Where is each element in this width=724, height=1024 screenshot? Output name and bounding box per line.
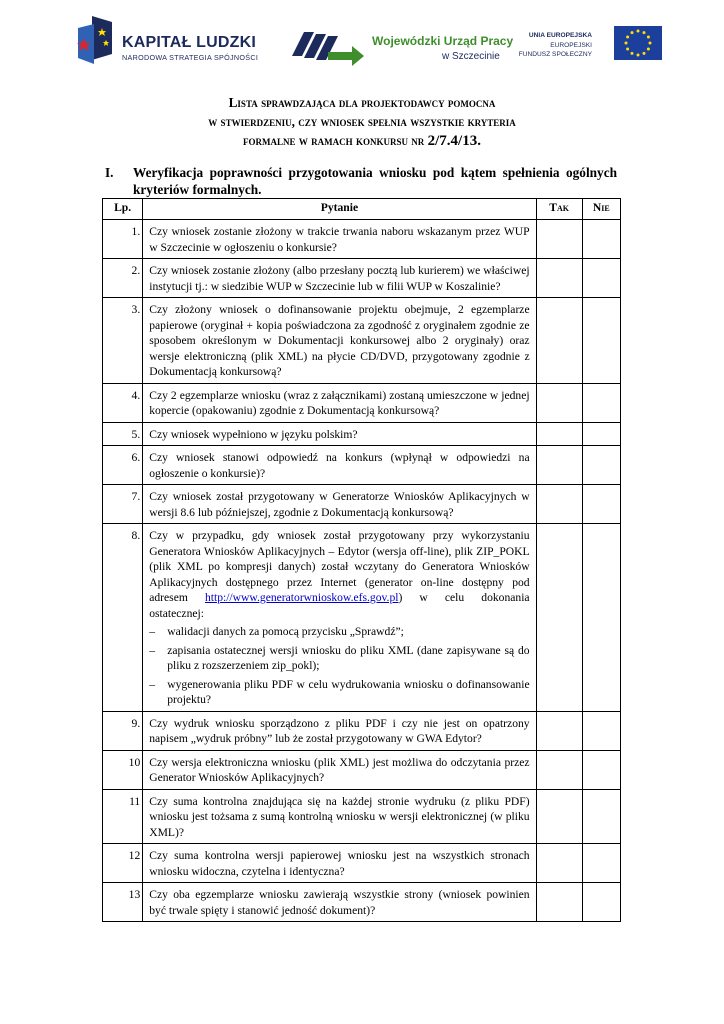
- yes-cell[interactable]: [536, 220, 582, 259]
- question-text-after-link: ) w celu dokonania ostatecznej:: [149, 591, 530, 620]
- row-number: 13: [103, 883, 143, 922]
- question-text: Czy suma kontrolna wersji papierowej wniosku jest na wszystkich stronach wniosku widoczna, czytelna i identyczna?: [143, 844, 536, 883]
- list-item: [149, 624, 529, 640]
- question-text-before-link: Czy w przypadku, gdy wniosek został przygotowany przy wykorzystaniu Generatora Wniosków Aplikacyjnych – Edytor (wersja off-line), plik ZIP_POKL (plik XML po kompresji danych) został wczytany do Generatora Wniosków Aplikacyjnych dostępnego przez Internet (generator on-line dostępny pod adresem: [149, 529, 530, 604]
- list-item-text: zapisania ostatecznej wersji wniosku do pliku XML (dane zapisywane są do pliku z rozszerzeniem zip_pokl);: [167, 643, 530, 672]
- wup-emblem-icon: [290, 26, 366, 66]
- table-row: [103, 883, 621, 922]
- yes-cell[interactable]: [536, 524, 582, 712]
- eu-logo: [518, 26, 660, 70]
- list-item: [149, 677, 529, 708]
- table-row: [103, 259, 621, 298]
- logo-bar: [0, 12, 724, 74]
- table-row: [103, 383, 621, 422]
- section-heading: [105, 164, 617, 198]
- row-number: 10: [103, 750, 143, 789]
- yes-cell[interactable]: [536, 422, 582, 446]
- yes-cell[interactable]: [536, 711, 582, 750]
- header-yes: Tak: [536, 199, 582, 220]
- table-row: [103, 711, 621, 750]
- table-row: [103, 298, 621, 384]
- row-number: 5.: [103, 422, 143, 446]
- title-line-2: w stwierdzeniu, czy wniosek spełnia wszystkie kryteria: [208, 114, 516, 129]
- no-cell[interactable]: [582, 446, 620, 485]
- question-text: [143, 524, 536, 712]
- yes-cell[interactable]: [536, 259, 582, 298]
- no-cell[interactable]: [582, 789, 620, 844]
- row-number: 12: [103, 844, 143, 883]
- question-text: Czy wniosek zostanie złożony w trakcie trwania naboru wskazanym przez WUP w Szczecinie w ogłoszeniu o konkursie?: [143, 220, 536, 259]
- table-row: [103, 485, 621, 524]
- yes-cell[interactable]: [536, 844, 582, 883]
- no-cell[interactable]: [582, 750, 620, 789]
- table-row: [103, 446, 621, 485]
- list-item-text: walidacji danych za pomocą przycisku „Sprawdź”;: [167, 625, 404, 638]
- no-cell[interactable]: [582, 883, 620, 922]
- no-cell[interactable]: [582, 298, 620, 384]
- table-row: [103, 789, 621, 844]
- section-number: I.: [105, 165, 114, 180]
- title-line-3: [80, 131, 644, 151]
- yes-cell[interactable]: [536, 883, 582, 922]
- question-text: Czy złożony wniosek o dofinansowanie projektu obejmuje, 2 egzemplarze papierowe (oryginał + kopia poświadczona za zgodność z oryginałem zgodnie ze sposobem określonym w Dokumentacji konkursowej albo 2 oryginały) oraz wersje elektroniczną (plik XML) na płycie CD/DVD, przygotowany zgodnie z Dokumentacją konkursową?: [143, 298, 536, 384]
- header-lp: Lp.: [103, 199, 143, 220]
- yes-cell[interactable]: [536, 298, 582, 384]
- question-text: Czy oba egzemplarze wniosku zawierają wszystkie strony (wniosek powinien być trwale spięty i stanowić jedność dokument)?: [143, 883, 536, 922]
- question-text: Czy wniosek został przygotowany w Generatorze Wniosków Aplikacyjnych w wersji 8.6 lub późniejszej, zgodnie z Dokumentacją konkursową?: [143, 485, 536, 524]
- yes-cell[interactable]: [536, 446, 582, 485]
- header-no: Nie: [582, 199, 620, 220]
- generator-link[interactable]: http://www.generatorwnioskow.efs.gov.pl: [204, 591, 399, 604]
- question-text: Czy wniosek zostanie złożony (albo przesłany pocztą lub kurierem) we właściwej instytucji tj.: w siedzibie WUP w Szczecinie lub w filii WUP w Koszalinie?: [143, 259, 536, 298]
- question-text: Czy wniosek wypełniono w języku polskim?: [143, 422, 536, 446]
- no-cell[interactable]: [582, 259, 620, 298]
- kapital-ludzki-title: KAPITAŁ LUDZKI: [122, 34, 257, 51]
- section-text: Weryfikacja poprawności przygotowania wniosku pod kątem spełnienia ogólnych kryteriów formalnych.: [133, 165, 617, 197]
- kapital-ludzki-subtitle: NARODOWA STRATEGIA SPÓJNOŚCI: [122, 53, 259, 62]
- row-number: 6.: [103, 446, 143, 485]
- wup-title: Wojewódzki Urząd Pracy: [372, 34, 514, 48]
- row-number: 3.: [103, 298, 143, 384]
- table-row: [103, 844, 621, 883]
- row-number: 9.: [103, 711, 143, 750]
- question-text: Czy wersja elektroniczna wniosku (plik XML) jest możliwa do odczytania przez Generator Wniosków Aplikacyjnych?: [143, 750, 536, 789]
- title-line-1: Lista sprawdzająca dla projektodawcy pomocna: [228, 95, 496, 110]
- question-text: Czy wniosek stanowi odpowiedź na konkurs (wpłynął w odpowiedzi na ogłoszenie o konkursie)?: [143, 446, 536, 485]
- question-text: Czy wydruk wniosku sporządzono z pliku PDF i czy nie jest on opatrzony napisem „wydruk próbny” lub że został przygotowany w GWA Edytor?: [143, 711, 536, 750]
- document-title: [80, 93, 644, 151]
- yes-cell[interactable]: [536, 485, 582, 524]
- no-cell[interactable]: [582, 524, 620, 712]
- table-row: [103, 422, 621, 446]
- wup-subtitle: w Szczecinie: [442, 51, 500, 62]
- eu-line-1: UNIA EUROPEJSKA: [528, 32, 592, 39]
- eu-line-2: EUROPEJSKI: [550, 42, 592, 49]
- no-cell[interactable]: [582, 485, 620, 524]
- kapital-ludzki-emblem-icon: [72, 14, 120, 68]
- yes-cell[interactable]: [536, 383, 582, 422]
- no-cell[interactable]: [582, 220, 620, 259]
- table-row: [103, 220, 621, 259]
- table-row: [103, 750, 621, 789]
- row-number: 1.: [103, 220, 143, 259]
- no-cell[interactable]: [582, 383, 620, 422]
- kapital-ludzki-logo: [72, 14, 262, 70]
- wup-logo: [290, 20, 514, 72]
- competition-number: 2/7.4/13.: [427, 133, 481, 149]
- dash-icon: –: [149, 625, 156, 638]
- list-item-text: wygenerowania pliku PDF w celu wydrukowania wniosku o dofinansowanie projektu?: [167, 677, 530, 706]
- question-text: Czy 2 egzemplarze wniosku (wraz z załącznikami) zostaną umieszczone w jednej kopercie (opakowaniu) zgodnie z Dokumentacją konkursową?: [143, 383, 536, 422]
- yes-cell[interactable]: [536, 789, 582, 844]
- question-text: Czy suma kontrolna znajdująca się na każdej stronie wydruku (z pliku PDF) wniosku jest tożsama z sumą kontrolną wniosku w wersji elektronicznej (w pliku XML)?: [143, 789, 536, 844]
- no-cell[interactable]: [582, 422, 620, 446]
- dash-icon: –: [149, 643, 156, 657]
- row-number: 4.: [103, 383, 143, 422]
- row-number: 8.: [103, 524, 143, 712]
- no-cell[interactable]: [582, 844, 620, 883]
- eu-flag-icon: [614, 26, 662, 60]
- yes-cell[interactable]: [536, 750, 582, 789]
- eu-line-3: FUNDUSZ SPOŁECZNY: [518, 51, 592, 58]
- checklist-table: [102, 198, 621, 922]
- list-item: [149, 643, 529, 674]
- row-number: 2.: [103, 259, 143, 298]
- title-line-3-text: formalne w ramach konkursu nr: [243, 133, 428, 148]
- no-cell[interactable]: [582, 711, 620, 750]
- row-number: 7.: [103, 485, 143, 524]
- row-number: 11: [103, 789, 143, 844]
- header-question: Pytanie: [143, 199, 536, 220]
- table-row: [103, 524, 621, 712]
- table-header-row: [103, 199, 621, 220]
- dash-icon: –: [149, 677, 156, 691]
